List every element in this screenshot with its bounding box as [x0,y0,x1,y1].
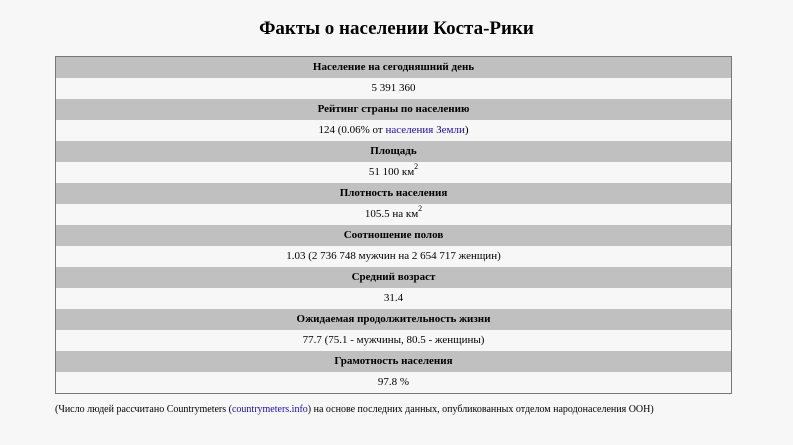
table-row [56,57,732,79]
table-row [56,141,732,162]
table-row [56,78,732,99]
table-row [56,120,732,141]
footnote-prefix: (Число людей рассчитано Countrymeters ( [55,404,232,415]
life-expectancy-value: 77.7 (75.1 - мужчины, 80.5 - женщины) [56,330,732,351]
sex-ratio-label: Соотношение полов [56,225,732,246]
table-row [56,99,732,120]
table-row [56,309,732,330]
area-value [56,162,732,183]
table-row [56,372,732,394]
table-row [56,288,732,309]
density-label: Плотность населения [56,183,732,204]
world-population-link[interactable]: населения Земли [385,124,465,136]
countrymeters-link[interactable]: countrymeters.info [231,404,308,415]
density-superscript: 2 [418,204,423,214]
table-row [56,204,732,225]
literacy-label: Грамотность населения [56,351,732,372]
sex-ratio-value: 1.03 (2 736 748 мужчин на 2 654 717 женщин) [56,246,732,267]
area-superscript: 2 [414,162,419,172]
area-value-text: 51 100 км [368,166,415,178]
density-value-text: 105.5 на км [364,208,419,220]
facts-table [55,56,732,394]
source-footnote [55,403,654,417]
literacy-value: 97.8 % [56,372,732,394]
footnote-suffix: ) на основе последних данных, опубликованных отделом народонаселения ООН) [307,404,654,415]
median-age-value: 31.4 [56,288,732,309]
table-row [56,183,732,204]
table-row [56,330,732,351]
rank-label: Рейтинг страны по населению [56,99,732,120]
area-label: Площадь [56,141,732,162]
life-expectancy-label: Ожидаемая продолжительность жизни [56,309,732,330]
median-age-label: Средний возраст [56,267,732,288]
rank-value [56,120,732,141]
table-row [56,246,732,267]
table-row [56,351,732,372]
table-row [56,225,732,246]
table-row [56,267,732,288]
rank-value-prefix: 124 (0.06% от [318,124,386,136]
table-row [56,162,732,183]
page-title: Факты о населении Коста-Рики [259,18,534,39]
density-value [56,204,732,225]
rank-value-suffix: ) [464,124,469,136]
population-label: Население на сегодняшний день [56,57,732,79]
population-value: 5 391 360 [56,78,732,99]
